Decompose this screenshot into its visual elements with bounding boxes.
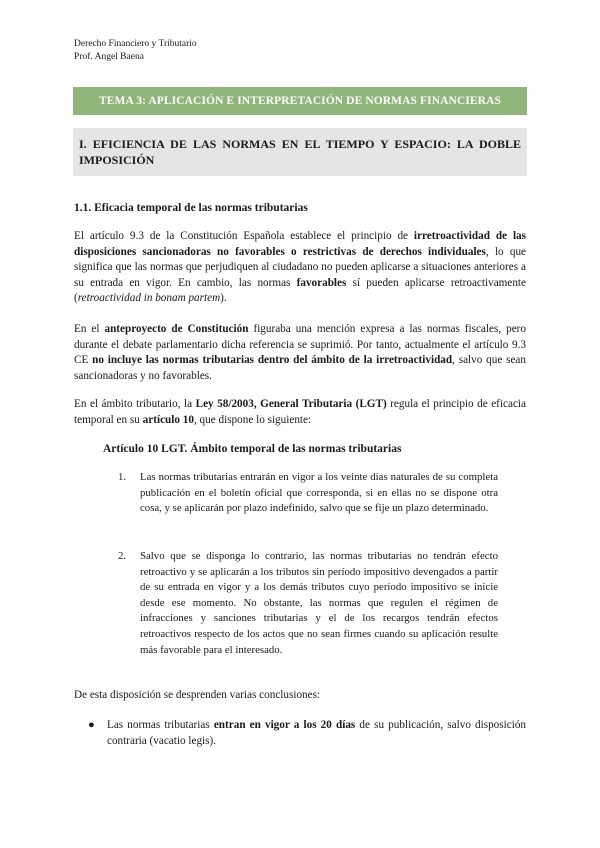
- paragraph-2: En el anteproyecto de Constitución figuraba una mención expresa a las normas fiscales, pero durante el debate parlamentario dicha referencia se suprimió. Por tanto, actualmente el artículo 9.3 CE no incluye las normas tributarias dentro del ámbito de la irretroactividad, salvo que sean sancionadoras y no favorables.: [74, 323, 526, 382]
- article-item: [118, 549, 498, 658]
- article-item-text: Salvo que se disponga lo contrario, las normas tributarias no tendrán efecto retroactivo y se aplicarán a los tributos sin período impositivo devengados a partir de su entrada en vigor y a los demás tributos cuyo período impositivo se inicie desde ese momento. No obstante, las normas que regulen el régimen de infracciones y sanciones tributarias y el de los recargos tendrán efectos retroactivos respecto de los actos que no sean firmes cuando su aplicación resulte más favorable para el interesado.: [140, 550, 498, 656]
- paragraph-3: En el ámbito tributario, la Ley 58/2003, General Tributaria (LGT) regula el principio de eficacia temporal en su artículo 10, que dispone lo siguiente:: [74, 398, 526, 426]
- page-header: [74, 38, 197, 64]
- tema-title-banner: [73, 87, 527, 115]
- tema-title: TEMA 3: APLICACIÓN E INTERPRETACIÓN DE NORMAS FINANCIERAS: [99, 95, 501, 107]
- subsection-title: 1.1. Eficacia temporal de las normas tributarias: [74, 202, 308, 214]
- course-name: Derecho Financiero y Tributario: [74, 39, 197, 49]
- conclusion-bullet: [88, 718, 526, 749]
- article-item: [118, 470, 498, 517]
- article-title: Artículo 10 LGT. Ámbito temporal de las normas tributarias: [103, 443, 402, 455]
- conclusion-intro: De esta disposición se desprenden varias conclusiones:: [74, 689, 321, 701]
- bullet-dot-icon: ●: [88, 719, 95, 731]
- conclusion-bullet-text: Las normas tributarias entran en vigor a los 20 días de su publicación, salvo disposición contraria (vacatio legis).: [107, 719, 527, 747]
- section-title-banner: [73, 128, 527, 176]
- article-item-text: Las normas tributarias entrarán en vigor a los veinte días naturales de su completa publicación en el boletín oficial que corresponda, si en ellas no se dispone otra cosa, y se aplicarán por plazo indefinido, salvo que se fije un plazo determinado.: [140, 471, 498, 515]
- paragraph-1: El artículo 9.3 de la Constitución Española establece el principio de irretroactividad de las disposiciones sancionadoras no favorables o restrictivas de derechos individuales, lo que significa que las normas que perjudiquen al ciudadano no pueden aplicarse a situaciones anteriores a su entrada en vigor. En cambio, las normas favorables sí pueden aplicarse retroactivamente (retroactividad in bonam partem).: [74, 230, 527, 304]
- section-title: I. EFICIENCIA DE LAS NORMAS EN EL TIEMPO Y ESPACIO: LA DOBLE IMPOSICIÓN: [79, 137, 521, 167]
- article-item-number: 2.: [118, 550, 127, 562]
- article-item-number: 1.: [118, 471, 127, 483]
- professor-name: Prof. Angel Baena: [74, 52, 144, 62]
